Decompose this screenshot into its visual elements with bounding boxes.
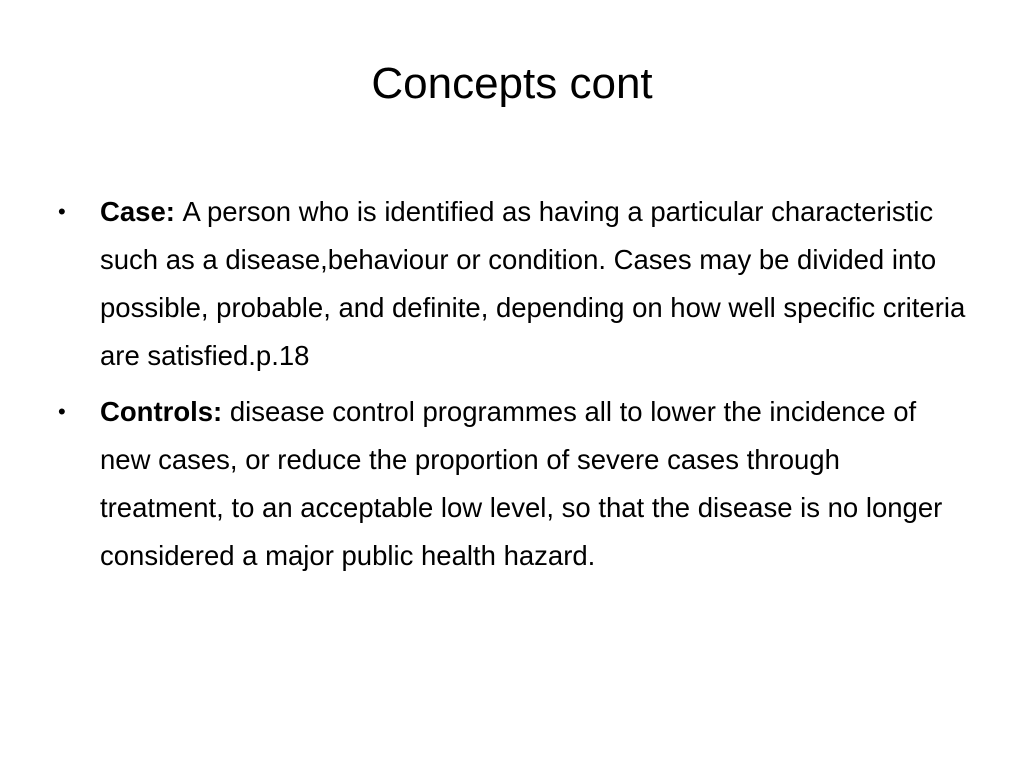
bullet-text: disease control programmes all to lower the incidence of new cases, or reduce the proportion of severe cases through treatment, to an acceptable low level, so that the disease is no longer considered a major public health hazard. [100,396,943,571]
bullet-item-case [58,188,970,380]
bullet-text: A person who is identified as having a particular characteristic such as a disease,behaviour or condition. Cases may be divided into possible, probable, and definite, depending on how well specific criteria are satisfied.p.18 [100,196,966,371]
bullet-icon: • [58,399,66,424]
bullet-icon: • [58,199,66,224]
bullet-term: Case: [100,196,183,227]
bullet-list [58,188,970,580]
bullet-term: Controls: [100,396,230,427]
bullet-item-controls [58,388,970,580]
slide-title: Concepts cont [371,59,653,108]
